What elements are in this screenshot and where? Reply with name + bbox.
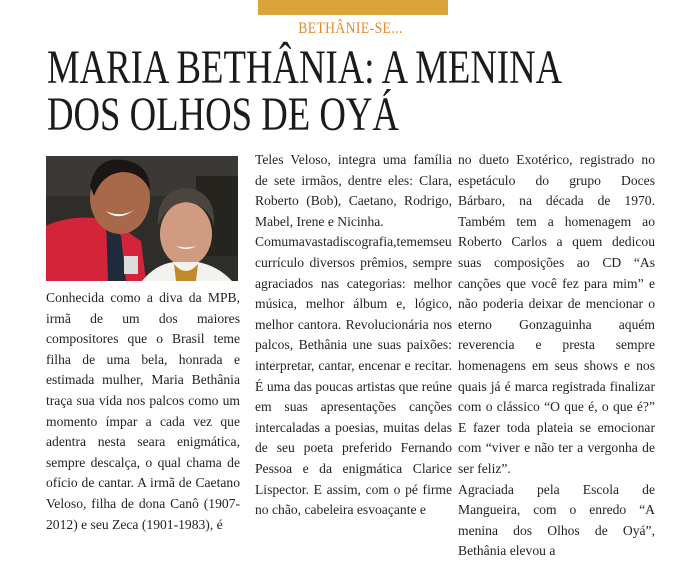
article-photo [46,156,238,281]
article-title [47,41,700,141]
article-column-1 [46,288,240,535]
article-column-2 [255,150,452,521]
paragraph: no dueto Exotérico, registrado no espetáculo do grupo Doces Bárbaro, na década de 1970. Também tem a homenagem ao Roberto Carlos a quem dedicou suas composições ao CD “As canções que você fez para mim” e não poderia deixar de mencionar o eterno Gonzaguinha aquém reverencia e presta sempre homenagens em seus shows e nos quais já é marca registrada finalizar com o clássico “O que é, o que é?” E fazer toda plateia se emocionar com “viver e não ter a vergonha de ser feliz”. [458,152,655,476]
section-color-bar [258,0,448,15]
title-line-2: DOS OLHOS DE OYÁ [47,88,399,141]
title-line-1: MARIA BETHÂNIA: A MENINA [47,41,563,94]
kicker-text: BETHÂNIE-SE... [297,20,403,37]
paragraph: Comumavastadiscografia,tememseu currículo diversos prêmios, sempre agraciados nas categorias: melhor música, melhor álbum e, lógico, melhor cantora. Revolucionária nos palcos, Bethânia une suas paixões: interpretar, cantar, encenar e recitar. É uma das poucas artistas que reúne em suas apresentações canções intercaladas a poesias, muitas delas de seu poeta preferido Fernando Pessoa e da enigmática Clarice Lispector. E assim, com o pé firme no chão, cabeleira esvoaçante e [255,234,452,518]
article-column-3 [458,150,655,562]
paragraph: Teles Veloso, integra uma família de sete irmãos, dentre eles: Clara, Roberto (Bob), Caetano, Rodrigo, Mabel, Irene e Nicinha. [255,152,452,229]
paragraph: Conhecida como a diva da MPB, irmã de um dos maiores compositores que o Brasil teme filha de uma bela, honrada e estimada mulher, Maria Bethânia traça sua vida nos palcos como um momento ímpar a cada vez que adentra nesta seara enigmática, sempre descalça, o qual chama de ofício de cantar. A irmã de Caetano Veloso, filha de dona Canô (1907-2012) e seu Zeca (1901-1983), é [46,290,240,532]
section-kicker [0,20,700,38]
paragraph: Agraciada pela Escola de Mangueira, com o enredo “A menina dos Olhos de Oyá”, Bethânia elevou a [458,481,655,559]
